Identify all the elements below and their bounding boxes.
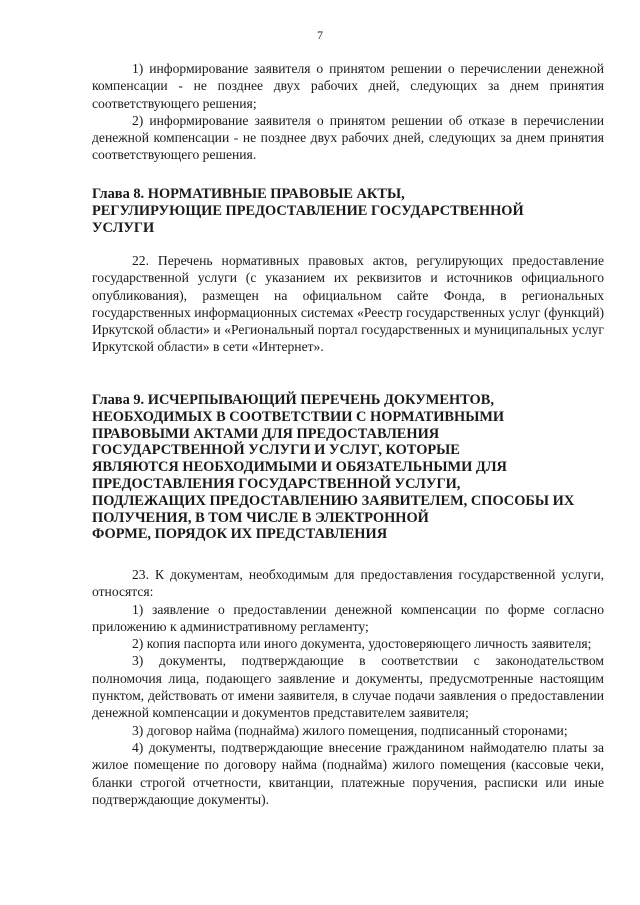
list-item: 3) документы, подтверждающие в соответствии с законодательством полномочия лица, подающего заявление и документы, предусмотренные настоящим пунктом, действовать от имени заявителя, в случае подачи заявления о предоставлении денежной компенсации и документов представителем заявителя;	[92, 653, 604, 721]
chapter-8-heading	[92, 186, 604, 236]
list-item: 3) договор найма (поднайма) жилого помещения, подписанный сторонами;	[132, 722, 568, 738]
heading-line: РЕГУЛИРУЮЩИЕ ПРЕДОСТАВЛЕНИЕ ГОСУДАРСТВЕННОЙ	[92, 202, 524, 219]
heading-line: ГОСУДАРСТВЕННОЙ УСЛУГИ И УСЛУГ, КОТОРЫЕ	[92, 442, 460, 459]
list-item: 2) копия паспорта или иного документа, удостоверяющего личность заявителя;	[132, 636, 592, 652]
heading-line: УСЛУГИ	[92, 219, 155, 236]
heading-line: ПОДЛЕЖАЩИХ ПРЕДОСТАВЛЕНИЮ ЗАЯВИТЕЛЕМ, СПОСОБЫ ИХ	[92, 492, 575, 509]
list-item: 1) заявление о предоставлении денежной компенсации по форме согласно приложению к административному регламенту;	[92, 601, 604, 634]
heading-line: Глава 8. НОРМАТИВНЫЕ ПРАВОВЫЕ АКТЫ,	[92, 186, 405, 202]
list-item: 4) документы, подтверждающие внесение гражданином наймодателю платы за жилое помещение по договору найма (поднайма) жилого помещения (кассовые чеки, бланки строгой отчетности, квитанции, платежные поручения, расписки или иные подтверждающие документы).	[92, 739, 604, 807]
paragraph: 1) информирование заявителя о принятом решении о перечислении денежной компенсации - не позднее двух рабочих дней, следующих за днем принятия соответствующего решения;	[92, 61, 604, 111]
heading-line: Глава 9. ИСЧЕРПЫВАЮЩИЙ ПЕРЕЧЕНЬ ДОКУМЕНТОВ,	[92, 392, 494, 408]
section-block-1	[92, 60, 604, 164]
chapter-8-body	[92, 252, 604, 356]
page-number: 7	[317, 28, 323, 42]
paragraph: 2) информирование заявителя о принятом решении об отказе в перечислении денежной компенсации - не позднее двух рабочих дней, следующих за днем принятия соответствующего решения.	[92, 112, 604, 163]
heading-line: ПОЛУЧЕНИЯ, В ТОМ ЧИСЛЕ В ЭЛЕКТРОННОЙ	[92, 509, 429, 526]
heading-line: ПРАВОВЫМИ АКТАМИ ДЛЯ ПРЕДОСТАВЛЕНИЯ	[92, 425, 440, 442]
paragraph: 23. К документам, необходимым для предоставления государственной услуги, относятся:	[92, 567, 604, 600]
heading-line: ПРЕДОСТАВЛЕНИЯ ГОСУДАРСТВЕННОЙ УСЛУГИ,	[92, 475, 461, 492]
heading-line: ЯВЛЯЮТСЯ НЕОБХОДИМЫМИ И ОБЯЗАТЕЛЬНЫМИ ДЛЯ	[92, 459, 507, 476]
chapter-9-heading	[92, 392, 604, 543]
chapter-9-body	[92, 566, 604, 808]
paragraph: 22. Перечень нормативных правовых актов, регулирующих предоставление государственной услуги (с указанием их реквизитов и источников официального опубликования), размещен на официальном сайте Фонда, в региональных государственных информационных системах «Реестр государственных услуг (функций) Иркутской области» и «Региональный портал государственных и муниципальных услуг Иркутской области» в сети «Интернет».	[92, 253, 604, 355]
heading-line: НЕОБХОДИМЫХ В СООТВЕТСТВИИ С НОРМАТИВНЫМИ	[92, 408, 505, 425]
heading-line: ФОРМЕ, ПОРЯДОК ИХ ПРЕДСТАВЛЕНИЯ	[92, 526, 388, 543]
